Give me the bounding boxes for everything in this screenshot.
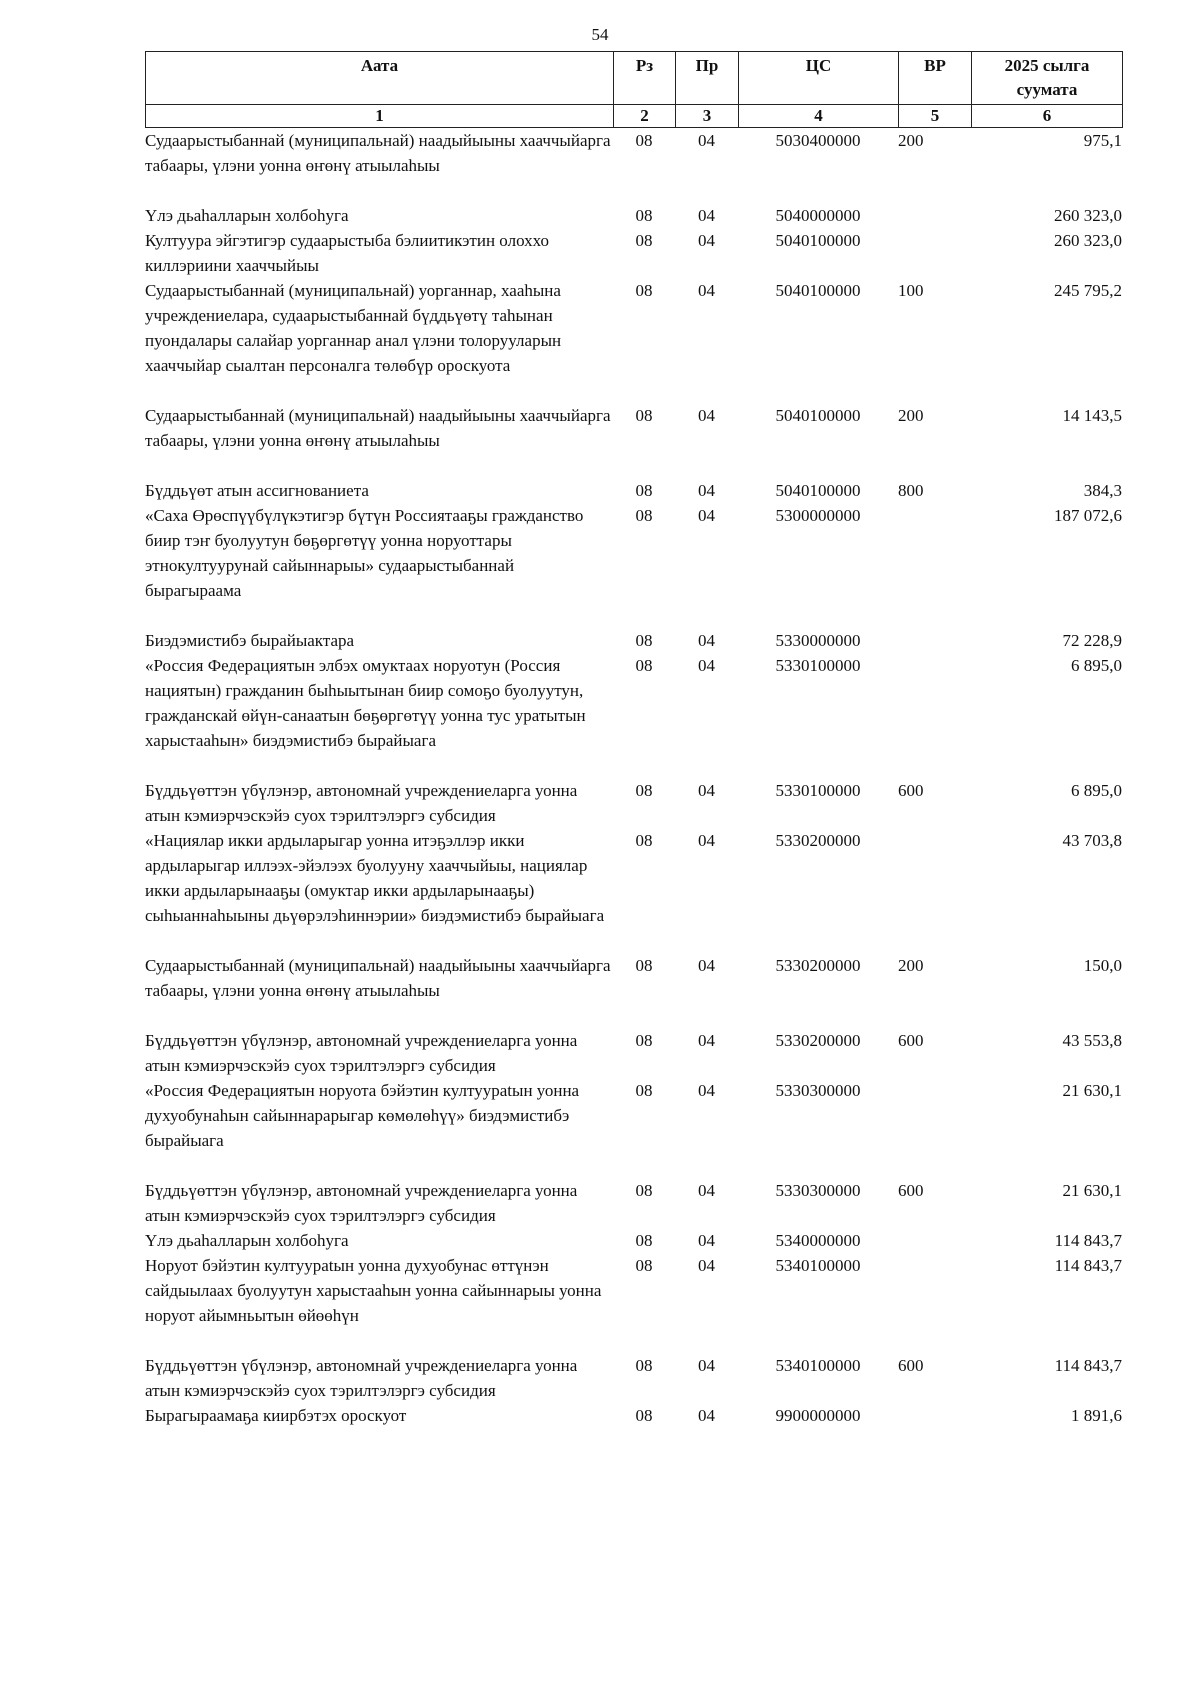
row-rz: 08: [635, 1356, 653, 1375]
table-row: [145, 953, 1122, 1003]
row-name: «Саха Өрөспүүбүлүкэтигэр бүтүн Россиятааҕы гражданство биир тэҥ буолуутун бөҕөргөтүү уонна норуоттары этнокултуурунай сайыннарыы» судаарыстыбаннай бырагыраама: [145, 506, 584, 600]
table-row: [145, 478, 1122, 503]
table-row: [145, 278, 1122, 378]
row-vr: 800: [898, 481, 924, 500]
row-name: Биэдэмистибэ бырайыактара: [145, 631, 355, 650]
row-sum: 6 895,0: [1071, 656, 1122, 675]
row-name: Бүддьүөттэн үбүлэнэр, автономнай учреждениеларга уонна атын кэмиэрчэскэйэ суох тэрилтэлэргэ субсидия: [145, 1356, 578, 1400]
row-sum: 1 891,6: [1071, 1406, 1122, 1425]
table-row: [145, 828, 1122, 928]
row-sum: 21 630,1: [1062, 1081, 1122, 1100]
row-pr: 04: [698, 1231, 715, 1250]
row-cs: 5330200000: [775, 956, 861, 975]
table-row: [145, 778, 1122, 828]
row-cs: 5040000000: [775, 206, 861, 225]
row-pr: 04: [698, 1081, 715, 1100]
row-rz: 08: [635, 506, 653, 525]
table-row: [145, 1403, 1122, 1428]
row-vr: 600: [898, 1031, 924, 1050]
row-vr: [898, 228, 971, 278]
row-cs: 9900000000: [775, 1406, 861, 1425]
row-rz: 08: [635, 281, 653, 300]
row-name: Бырагыраамаҕа киирбэтэх ороскуот: [145, 1406, 407, 1425]
row-vr: 600: [898, 1181, 924, 1200]
row-sum: 245 795,2: [1054, 281, 1122, 300]
row-vr: [898, 1253, 971, 1328]
table-row: [145, 1178, 1122, 1228]
row-sum: 187 072,6: [1054, 506, 1122, 525]
row-name: Бүддьүөт атын ассигнованиета: [145, 481, 369, 500]
row-sum: 72 228,9: [1062, 631, 1122, 650]
table-row: [145, 1253, 1122, 1328]
row-vr: [898, 1078, 971, 1153]
row-rz: 08: [635, 406, 653, 425]
row-sum: 114 843,7: [1054, 1231, 1122, 1250]
page-number: 54: [591, 25, 609, 44]
row-pr: 04: [698, 406, 715, 425]
row-name: «Россия Федерациятын норуота бэйэтин култуурatын уонна духуобунаһын сайыннарарыгар көмөлөһүү» биэдэмистибэ бырайыага: [145, 1081, 580, 1150]
header-rz: Рз: [614, 52, 676, 105]
row-name: «Россия Федерациятын элбэх омуктаах норуотун (Россия нациятын) гражданин быһыытынан биир сомоҕо буолуутун, гражданскай өйүн-санаатын бөҕөргөтүү уонна тус уратытын харыстааһын» биэдэмистибэ бырайыага: [145, 656, 586, 750]
row-pr: 04: [698, 956, 715, 975]
row-name: Үлэ дьаһалларын холбоһуга: [145, 206, 349, 225]
table-body: [145, 128, 1122, 1428]
column-number-6: 6: [972, 105, 1123, 128]
table-row: [145, 228, 1122, 278]
row-rz: 08: [635, 231, 653, 250]
row-pr: 04: [698, 281, 715, 300]
row-cs: 5040100000: [775, 281, 861, 300]
header-sum: 2025 сылга суумата: [972, 52, 1123, 105]
row-pr: 04: [698, 1406, 715, 1425]
row-name: Судаарыстыбаннай (муниципальнай) наадыйыыны хааччыйарга табаары, үлэни уонна өҥөнү атыылаһыы: [145, 956, 611, 1000]
row-vr: [898, 503, 971, 603]
row-pr: 04: [698, 781, 715, 800]
row-rz: 08: [635, 631, 653, 650]
row-vr: 600: [898, 781, 924, 800]
row-vr: 200: [898, 131, 924, 150]
row-sum: 975,1: [1083, 131, 1122, 150]
row-cs: 5330300000: [775, 1081, 861, 1100]
row-pr: 04: [698, 1031, 715, 1050]
budget-table: [145, 51, 1122, 1428]
table-row: [145, 128, 1122, 178]
row-name: Судаарыстыбаннай (муниципальнай) уорганнар, хааһына учреждениелара, судаарыстыбаннай бүддьүөтү таһынан пуондалары салайар уорганнар анал үлэни толорууларын хааччыйар сыалтан персоналга төлөбүр ороскуота: [145, 281, 562, 375]
row-name: Судаарыстыбаннай (муниципальнай) наадыйыыны хааччыйарга табаары, үлэни уонна өҥөнү атыылаһыы: [145, 406, 611, 450]
row-cs: 5330100000: [775, 781, 861, 800]
row-cs: 5340100000: [775, 1356, 861, 1375]
row-pr: 04: [698, 131, 715, 150]
row-pr: 04: [698, 1356, 715, 1375]
row-name: Бүддьүөттэн үбүлэнэр, автономнай учреждениеларга уонна атын кэмиэрчэскэйэ суох тэрилтэлэргэ субсидия: [145, 1181, 578, 1225]
table-row: [145, 653, 1122, 753]
header-name: Аата: [146, 52, 614, 105]
column-number-3: 3: [676, 105, 739, 128]
row-cs: 5330000000: [775, 631, 861, 650]
row-rz: 08: [635, 656, 653, 675]
row-rz: 08: [635, 131, 653, 150]
row-pr: 04: [698, 506, 715, 525]
table-row: [145, 1078, 1122, 1153]
table-row: [145, 1228, 1122, 1253]
row-pr: 04: [698, 656, 715, 675]
row-rz: 08: [635, 1256, 653, 1275]
row-name: Норуот бэйэтин култуурatын уонна духуобунас өттүнэн сайдыылаах буолуутун харыстааһын уонна сайыннарыы уонна норуот айымньытын өйөөһүн: [145, 1256, 602, 1325]
row-name: Үлэ дьаһалларын холбоһуга: [145, 1231, 349, 1250]
row-rz: 08: [635, 1406, 653, 1425]
row-rz: 08: [635, 831, 653, 850]
row-name: Култуура эйгэтигэр судаарыстыба бэлиитикэтин олоххо киллэриини хааччыйыы: [145, 231, 549, 275]
row-pr: 04: [698, 206, 715, 225]
row-vr: [898, 653, 971, 753]
row-sum: 260 323,0: [1054, 206, 1122, 225]
row-vr: [898, 828, 971, 928]
row-cs: 5330200000: [775, 1031, 861, 1050]
row-sum: 114 843,7: [1054, 1356, 1122, 1375]
row-sum: 150,0: [1083, 956, 1122, 975]
header-vr: ВР: [899, 52, 972, 105]
column-number-1: 1: [146, 105, 614, 128]
row-cs: 5300000000: [775, 506, 861, 525]
row-pr: 04: [698, 481, 715, 500]
column-number-4: 4: [739, 105, 899, 128]
table-row: [145, 403, 1122, 453]
row-cs: 5040100000: [775, 406, 861, 425]
row-vr: 100: [898, 281, 924, 300]
row-cs: 5340100000: [775, 1256, 861, 1275]
row-cs: 5340000000: [775, 1231, 861, 1250]
table-row: [145, 203, 1122, 228]
row-pr: 04: [698, 1256, 715, 1275]
table-header: [145, 51, 1123, 128]
row-rz: 08: [635, 1181, 653, 1200]
row-name: «Нациялар икки ардыларыгар уонна итэҕэллэр икки ардыларыгар иллээх-эйэлээх буолууну хааччыйыы, нациялар икки ардыларынааҕы (омуктар икки ардыларынааҕы) сыһыаннаһыыны дьүөрэлэһиннэрии» биэдэмистибэ бырайыага: [145, 831, 605, 925]
row-sum: 114 843,7: [1054, 1256, 1122, 1275]
row-vr: [898, 628, 971, 653]
row-sum: 43 703,8: [1062, 831, 1122, 850]
row-name: Бүддьүөттэн үбүлэнэр, автономнай учреждениеларга уонна атын кэмиэрчэскэйэ суох тэрилтэлэргэ субсидия: [145, 781, 578, 825]
row-pr: 04: [698, 831, 715, 850]
row-rz: 08: [635, 1031, 653, 1050]
table-row: [145, 1028, 1122, 1078]
row-cs: 5330300000: [775, 1181, 861, 1200]
row-cs: 5330100000: [775, 656, 861, 675]
row-vr: 600: [898, 1356, 924, 1375]
row-cs: 5040100000: [775, 481, 861, 500]
row-rz: 08: [635, 481, 653, 500]
row-pr: 04: [698, 1181, 715, 1200]
row-rz: 08: [635, 1081, 653, 1100]
column-number-2: 2: [614, 105, 676, 128]
table-row: [145, 628, 1122, 653]
row-cs: 5030400000: [775, 131, 861, 150]
row-vr: [898, 1228, 971, 1253]
row-cs: 5330200000: [775, 831, 861, 850]
header-pr: Пр: [676, 52, 739, 105]
row-cs: 5040100000: [775, 231, 861, 250]
table-row: [145, 503, 1122, 603]
table-row: [145, 1353, 1122, 1403]
row-pr: 04: [698, 631, 715, 650]
row-sum: 6 895,0: [1071, 781, 1122, 800]
row-sum: 14 143,5: [1062, 406, 1122, 425]
row-sum: 43 553,8: [1062, 1031, 1122, 1050]
row-pr: 04: [698, 231, 715, 250]
header-cs: ЦС: [739, 52, 899, 105]
row-vr: 200: [898, 956, 924, 975]
row-rz: 08: [635, 206, 653, 225]
row-vr: 200: [898, 406, 924, 425]
row-rz: 08: [635, 781, 653, 800]
row-vr: [898, 1403, 971, 1428]
row-sum: 260 323,0: [1054, 231, 1122, 250]
row-rz: 08: [635, 1231, 653, 1250]
row-sum: 21 630,1: [1062, 1181, 1122, 1200]
row-sum: 384,3: [1083, 481, 1122, 500]
column-number-5: 5: [899, 105, 972, 128]
row-vr: [898, 203, 971, 228]
row-name: Бүддьүөттэн үбүлэнэр, автономнай учреждениеларга уонна атын кэмиэрчэскэйэ суох тэрилтэлэргэ субсидия: [145, 1031, 578, 1075]
row-rz: 08: [635, 956, 653, 975]
row-name: Судаарыстыбаннай (муниципальнай) наадыйыыны хааччыйарга табаары, үлэни уонна өҥөнү атыылаһыы: [145, 131, 611, 175]
